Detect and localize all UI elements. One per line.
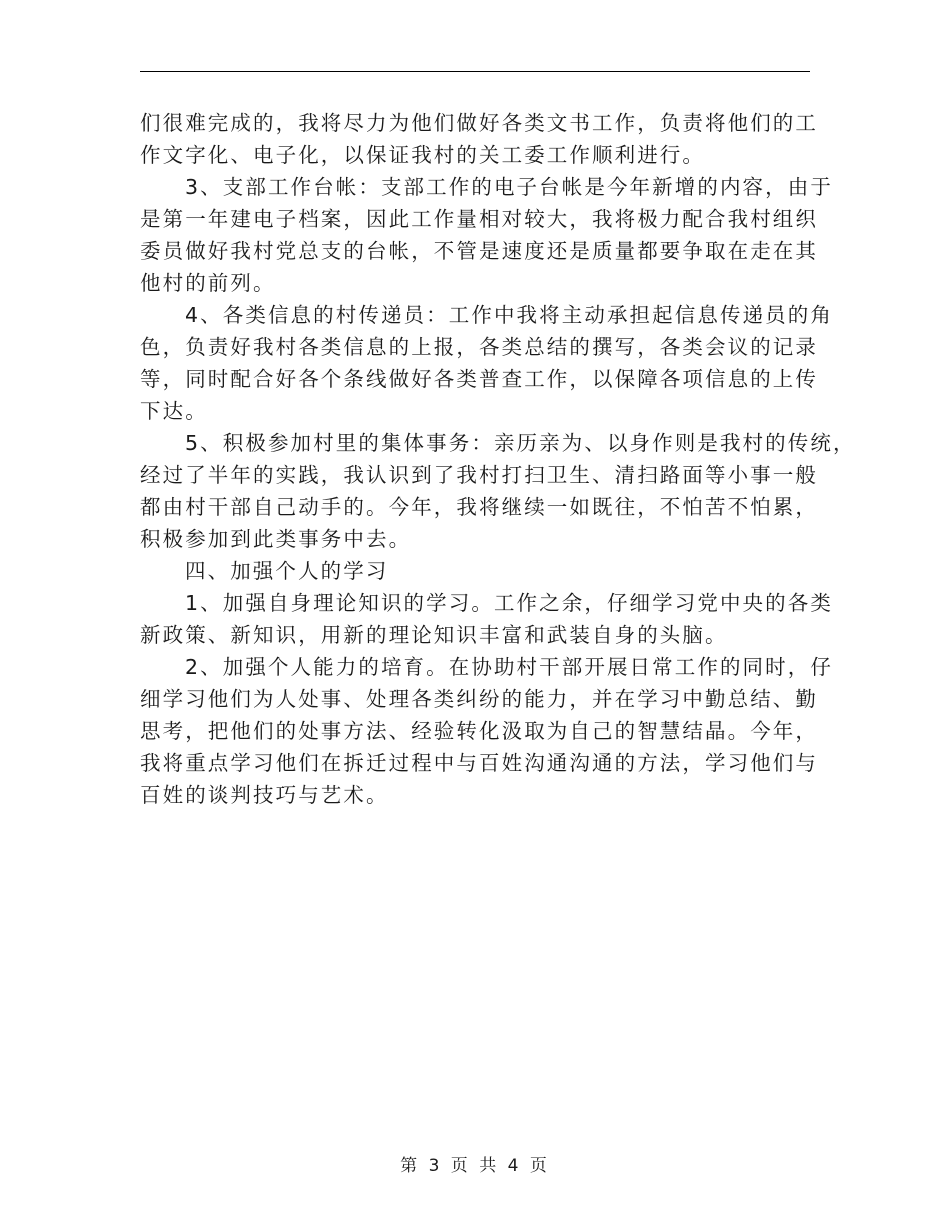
document-body [140, 107, 856, 811]
text-line: 们很难完成的，我将尽力为他们做好各类文书工作，负责将他们的工 [140, 111, 818, 135]
text-line: 我将重点学习他们在拆迁过程中与百姓沟通沟通的方法，学习他们与 [140, 751, 818, 775]
text-line: 经过了半年的实践，我认识到了我村打扫卫生、清扫路面等小事一般 [140, 463, 818, 487]
text-line: 5、积极参加村里的集体事务：亲历亲为、以身作则是我村的传统， [185, 431, 856, 455]
text-line: 下达。 [140, 399, 208, 423]
header-rule [140, 71, 810, 72]
text-line: 色，负责好我村各类信息的上报，各类总结的撰写，各类会议的记录 [140, 335, 818, 359]
text-line: 等，同时配合好各个条线做好各类普查工作，以保障各项信息的上传 [140, 367, 818, 391]
text-line: 都由村干部自己动手的。今年，我将继续一如既往，不怕苦不怕累， [140, 495, 818, 519]
text-line: 细学习他们为人处事、处理各类纠纷的能力，并在学习中勤总结、勤 [140, 687, 818, 711]
text-line: 思考，把他们的处事方法、经验转化汲取为自己的智慧结晶。今年， [140, 719, 818, 743]
text-line: 积极参加到此类事务中去。 [140, 527, 412, 551]
page-footer: 第 3 页 共 4 页 [400, 1156, 550, 1176]
text-line: 4、各类信息的村传递员：工作中我将主动承担起信息传递员的角 [185, 303, 833, 327]
text-line: 新政策、新知识，用新的理论知识丰富和武装自身的头脑。 [140, 623, 728, 647]
text-line: 是第一年建电子档案，因此工作量相对较大，我将极力配合我村组织 [140, 207, 818, 231]
text-line: 3、支部工作台帐：支部工作的电子台帐是今年新增的内容，由于 [185, 175, 833, 199]
text-line: 2、加强个人能力的培育。在协助村干部开展日常工作的同时，仔 [185, 655, 833, 679]
text-line: 作文字化、电子化，以保证我村的关工委工作顺利进行。 [140, 143, 705, 167]
text-line: 百姓的谈判技巧与艺术。 [140, 783, 389, 807]
text-line: 四、加强个人的学习 [185, 559, 389, 583]
text-line: 1、加强自身理论知识的学习。工作之余，仔细学习党中央的各类 [185, 591, 833, 615]
text-line: 委员做好我村党总支的台帐，不管是速度还是质量都要争取在走在其 [140, 239, 818, 263]
text-line: 他村的前列。 [140, 271, 276, 295]
